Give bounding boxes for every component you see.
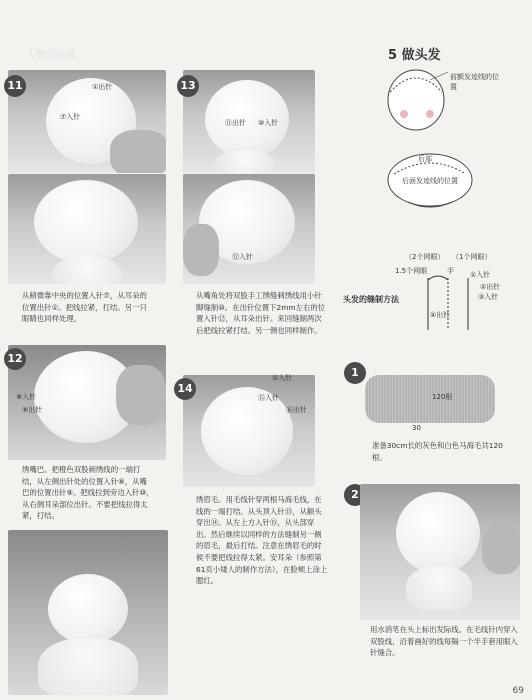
photo-finished-doll xyxy=(8,530,168,695)
sewing-l4: ④出针 xyxy=(430,311,451,319)
sewing-d1: 1.5个网眼 xyxy=(395,267,428,275)
photo-step-11-bottom xyxy=(8,174,166,284)
step-11-label-2: ⑦入针 xyxy=(60,113,81,121)
step-13-label-1: ⑪出针 xyxy=(225,119,246,127)
sewing-col2: （1个网眼） xyxy=(452,253,492,261)
step-14-number: 14 xyxy=(174,378,196,400)
step-12-caption: 绣嘴巴。把橙色双股刺绣线的一端打结，从左侧出针处的位置入针⑧，从嘴巴的位置出针⑨。把线拉到旁边入针⑩，从右侧耳朵部位出针。不要把线拉得太紧，打结。 xyxy=(22,465,154,521)
step-12-label-1: ⑧入针 xyxy=(16,393,37,401)
hair-dim-w: 30 xyxy=(412,424,421,432)
sewing-col1: （2个网眼） xyxy=(405,253,445,261)
step-14-label-2: ⑮入针 xyxy=(258,394,279,402)
step-14-label-3: ⑯出针 xyxy=(286,406,307,414)
photo-step-11-top xyxy=(8,70,166,173)
ghost-header: 人物的脸部 xyxy=(26,50,76,61)
photo-step-13-bottom xyxy=(183,174,315,284)
step-13-label-3: ⑫入针 xyxy=(232,253,253,261)
hair-step-2-number: 2 xyxy=(344,484,366,506)
sewing-title: 头发的缝制方法 xyxy=(343,295,399,304)
head-note: 前额发迹线的位置 xyxy=(450,73,499,91)
hair-bundle xyxy=(365,375,495,423)
sewing-d2: 手 xyxy=(447,267,454,275)
photo-step-14 xyxy=(183,375,315,487)
page-number: 69 xyxy=(512,686,524,696)
section-title: 5 做头发 xyxy=(388,48,441,63)
photo-step-12 xyxy=(8,345,166,460)
step-13-label-2: ⑩入针 xyxy=(258,119,279,127)
step-12-label-2: ⑨出针 xyxy=(22,406,43,414)
step-14-label-1: ①入针 xyxy=(272,374,293,382)
hair-step-2-caption: 用水消笔在头上标出发际线。在毛线针内穿入双股线，沿着画好的线每隔一个半手套用眼入针缝合。 xyxy=(370,625,518,658)
sewing-diagram xyxy=(420,270,490,340)
hair-step-1-number: 1 xyxy=(344,362,366,384)
step-12-number: 12 xyxy=(4,348,26,370)
photo-step-13-top xyxy=(183,70,315,173)
hair-step-1-caption: 准备30cm长的灰色和白色马海毛共120根。 xyxy=(372,441,503,462)
step-13-number: 13 xyxy=(177,75,199,97)
sewing-l1: ①入针 xyxy=(470,271,491,279)
back-note: 后面发迹线的位置 xyxy=(402,177,458,185)
step-11-number: 11 xyxy=(4,75,26,97)
step-11-caption: 从稍微靠中央的位置入针⑦，从耳朵的位置出针①。把线拉紧，打结。另一只眼睛也同样处理。 xyxy=(22,291,147,324)
step-11-label-1: ①出针 xyxy=(92,83,113,91)
sewing-l3: ③入针 xyxy=(478,293,499,301)
sewing-l2: ②出针 xyxy=(480,283,501,291)
photo-hair-step-2 xyxy=(360,484,520,620)
step-13-caption: 从嘴角处将双股手工绣缝刺绣线用小针脚缝制⑩。在出针位置下2mm左右的位置入针⑫，从耳朵出针。来回缝制两次后把线拉紧打结。另一侧也同样制作。 xyxy=(196,291,326,335)
back-label: 后部 xyxy=(418,155,432,163)
hair-dim-h: 120根 xyxy=(432,393,453,401)
step-14-caption: 绣眉毛。用毛线针穿两根马海毛线，在线的一端打结。从头顶入针⑬，从额头穿出⑭。从左上方入针⑮，从头部穿出。然后继续以同样的方法缝制另一侧的眉毛，最后打结。注意在绣眉毛的时候不要把线拉得太紧。安耳朵（参照第61页小矮人的制作方法），在脸颊上涂上腮红。 xyxy=(196,495,328,586)
